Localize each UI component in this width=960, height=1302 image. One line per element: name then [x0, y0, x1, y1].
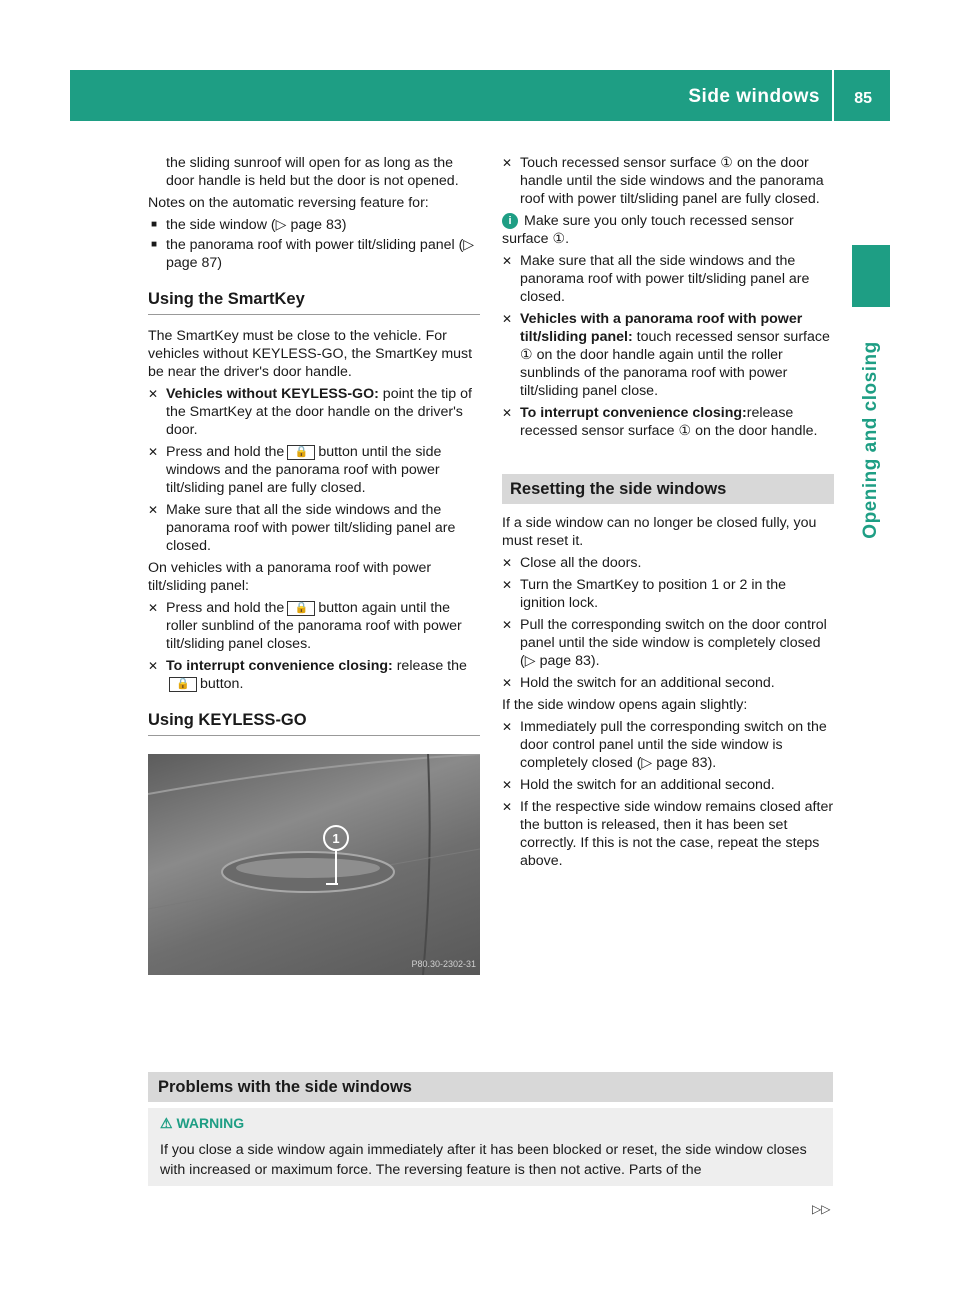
left-column [148, 154, 480, 975]
step-arrow-icon: ✕ [502, 578, 513, 592]
step-bold: To interrupt convenience closing: [520, 405, 747, 421]
info-note [502, 212, 834, 248]
step-text: Pull the corresponding switch on the door control panel until the side window is completely closed (▷ page 83). [520, 617, 827, 669]
list-item [502, 154, 834, 208]
step-arrow-icon: ✕ [502, 778, 513, 792]
note-text: the panorama roof with power tilt/sliding panel (▷ page 87) [166, 237, 475, 271]
step-bold: Vehicles with a panorama roof with power tilt/sliding panel: [520, 311, 803, 345]
list-item [502, 798, 834, 870]
step-arrow-icon: ✕ [502, 312, 513, 326]
warning-label: WARNING [176, 1115, 245, 1131]
side-tab [852, 245, 890, 307]
list-item [148, 599, 480, 653]
step-text: Touch recessed sensor surface ① on the door handle until the side windows and the panorama roof with power tilt/sliding panel are fully closed. [520, 155, 824, 207]
door-handle-photo [148, 754, 480, 975]
step-text: button again until the roller sunblind of the panorama roof with power tilt/sliding panel closes. [166, 600, 462, 652]
page-header [70, 70, 890, 121]
step-bold: To interrupt convenience closing: [166, 658, 393, 674]
step-text: release the [392, 658, 467, 674]
chapter-label: Opening and closing [860, 341, 881, 539]
step-text: Press and hold the [166, 444, 285, 460]
list-item [148, 657, 480, 693]
list-item [148, 443, 480, 497]
step-text: Immediately pull the corresponding switch on the door control panel until the side window is completely closed (▷ page 83). [520, 719, 827, 771]
step-arrow-icon: ✕ [502, 618, 513, 632]
list-item [148, 216, 480, 234]
notes-heading: Notes on the automatic reversing feature for: [148, 195, 429, 211]
step-arrow-icon: ✕ [502, 254, 513, 268]
step-text: button. [200, 676, 244, 692]
step-text: Close all the doors. [520, 555, 642, 571]
step-text: Hold the switch for an additional second. [520, 777, 775, 793]
lock-key-icon: 🔒 [287, 445, 315, 460]
warning-box [148, 1108, 833, 1186]
list-item [502, 776, 834, 794]
list-item [502, 718, 834, 772]
step-arrow-icon: ✕ [148, 601, 159, 615]
lock-key-icon: 🔒 [169, 677, 197, 692]
step-text: Make sure that all the side windows and the panorama roof with power tilt/sliding panel are closed. [166, 502, 456, 554]
bullet-icon: ■ [151, 239, 158, 250]
step-arrow-icon: ✕ [502, 800, 513, 814]
step-arrow-icon: ✕ [502, 406, 513, 420]
step-arrow-icon: ✕ [148, 503, 159, 517]
step-text: point the tip of the SmartKey at the door handle on the driver's door. [166, 386, 472, 438]
continue-arrows-icon: ▷▷ [812, 1202, 831, 1216]
panorama-heading: On vehicles with a panorama roof with power tilt/sliding panel: [148, 560, 432, 594]
step-text: Press and hold the [166, 600, 285, 616]
warning-text: If you close a side window again immediately after it has been blocked or reset, the side window closes with increased or maximum force. The reversing feature is then not active. Parts of the [160, 1142, 807, 1178]
step-arrow-icon: ✕ [502, 720, 513, 734]
warning-triangle-icon: ⚠ [160, 1115, 173, 1131]
list-item [148, 501, 480, 555]
intro-text: the sliding sunroof will open for as long as the door handle is held but the door is not opened. [166, 155, 459, 189]
step-text: Make sure that all the side windows and the panorama roof with power tilt/sliding panel are closed. [520, 253, 810, 305]
step-text: Turn the SmartKey to position 1 or 2 in the ignition lock. [520, 577, 787, 611]
step-text: button until the side windows and the panorama roof with power tilt/sliding panel are fully closed. [166, 444, 442, 496]
step-arrow-icon: ✕ [502, 156, 513, 170]
reset-heading: Resetting the side windows [502, 474, 834, 504]
step-arrow-icon: ✕ [148, 445, 159, 459]
step-arrow-icon: ✕ [148, 387, 159, 401]
step-arrow-icon: ✕ [502, 676, 513, 690]
step-bold: Vehicles without KEYLESS-GO: [166, 386, 379, 402]
warning-heading [160, 1114, 244, 1132]
list-item [502, 674, 834, 692]
smartkey-heading: Using the SmartKey [148, 290, 480, 315]
list-item [148, 236, 480, 272]
list-item [502, 310, 834, 400]
reset-intro: If a side window can no longer be closed fully, you must reset it. [502, 515, 817, 549]
bullet-icon: ■ [151, 219, 158, 230]
list-item [502, 616, 834, 670]
step-arrow-icon: ✕ [502, 556, 513, 570]
section-title: Side windows [688, 86, 820, 107]
smartkey-text: The SmartKey must be close to the vehicle. For vehicles without KEYLESS-GO, the SmartKey must be near the driver's door handle. [148, 328, 473, 380]
note-text: the side window (▷ page 83) [166, 217, 347, 233]
reopen-heading: If the side window opens again slightly: [502, 697, 748, 713]
step-text: If the respective side window remains closed after the button is released, then it has been set correctly. If this is not the case, repeat the steps above. [520, 799, 834, 869]
step-text: release recessed sensor surface ① on the door handle. [520, 405, 818, 439]
list-item [502, 576, 834, 612]
right-column [502, 154, 834, 874]
list-item [502, 252, 834, 306]
photo-code: P80.30-2302-31 [411, 959, 476, 969]
problems-heading: Problems with the side windows [148, 1072, 833, 1102]
door-handle-illustration [148, 754, 480, 975]
step-text: Hold the switch for an additional second. [520, 675, 775, 691]
info-icon: i [502, 213, 518, 229]
step-arrow-icon: ✕ [148, 659, 159, 673]
lock-key-icon: 🔒 [287, 601, 315, 616]
list-item [502, 404, 834, 440]
header-divider [832, 70, 834, 121]
step-text: touch recessed sensor surface ① on the door handle again until the roller sunblinds of the panorama roof with power tilt/sliding panel close. [520, 329, 830, 399]
keyless-heading: Using KEYLESS-GO [148, 711, 480, 736]
page-number: 85 [854, 90, 872, 107]
list-item [502, 554, 834, 572]
list-item [148, 385, 480, 439]
info-text: Make sure you only touch recessed sensor surface ①. [502, 213, 794, 247]
svg-text:1: 1 [332, 831, 340, 846]
